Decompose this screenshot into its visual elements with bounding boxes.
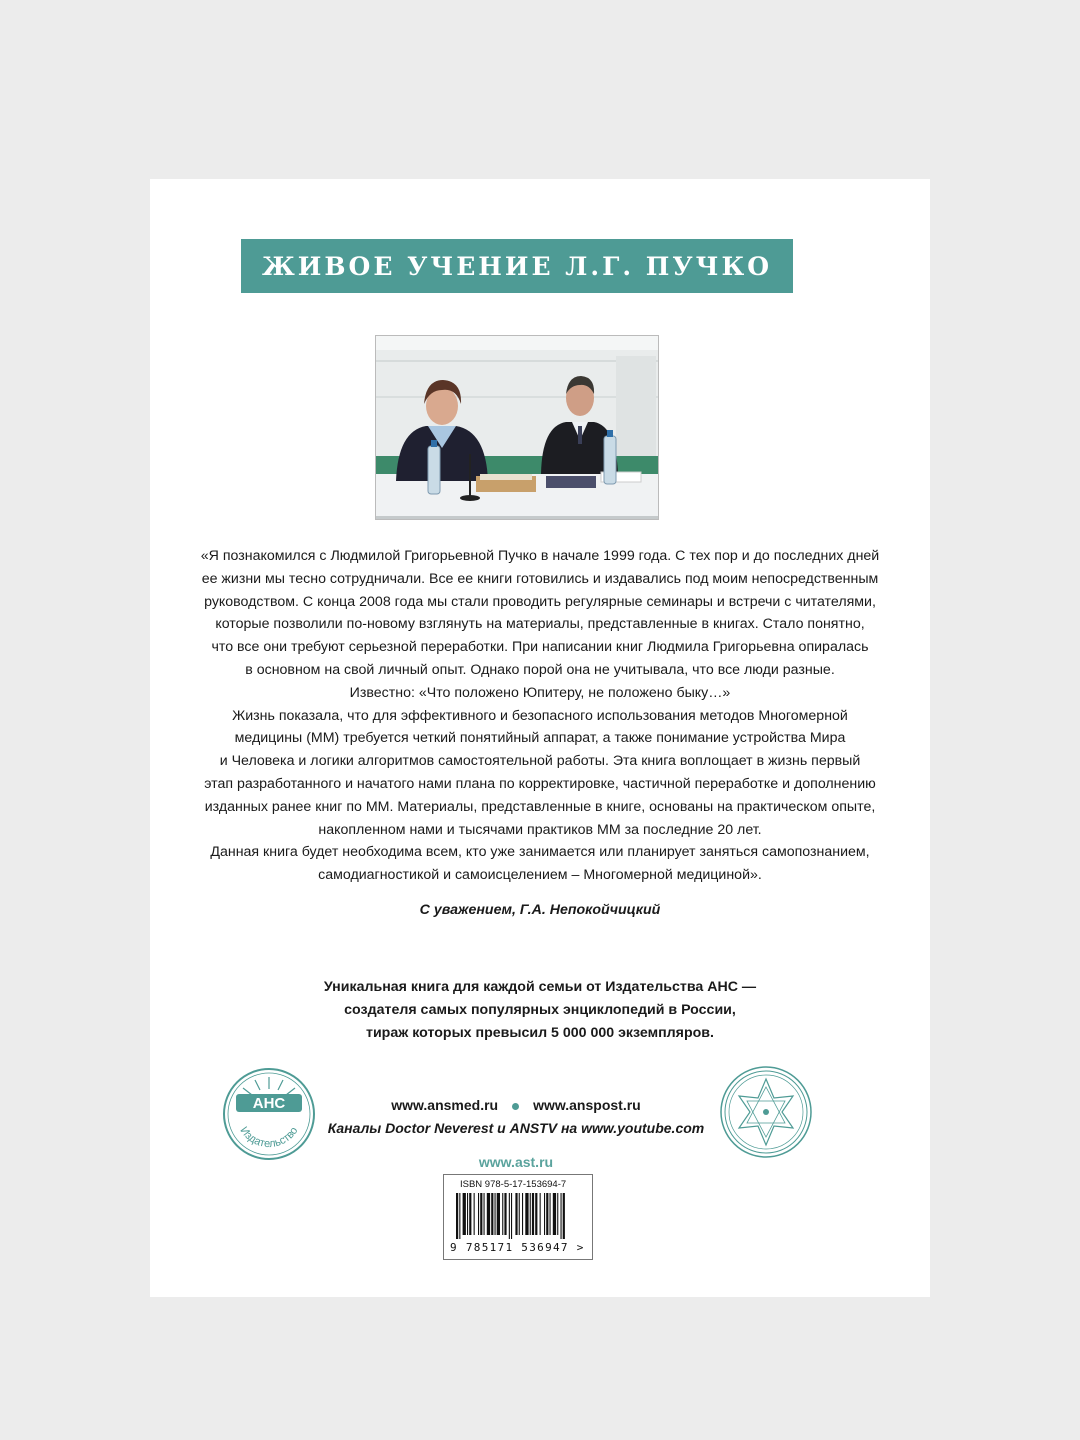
publisher-links — [300, 1097, 732, 1136]
barcode-bar — [553, 1193, 556, 1235]
quote-line: «Я познакомился с Людмилой Григорьевной Пучко в начале 1999 года. С тех пор и до последних дней — [200, 548, 880, 564]
barcode-bar — [535, 1193, 537, 1235]
book-back-cover — [150, 179, 930, 1297]
isbn-barcode — [443, 1174, 593, 1260]
promo-line: Уникальная книга для каждой семьи от Издательства АНС — — [323, 979, 757, 995]
barcode-bar — [456, 1193, 458, 1239]
svg-text:Издательство — [237, 1125, 300, 1150]
promo-line: тираж которых превысил 5 000 000 экземпляров. — [366, 1024, 714, 1041]
barcode-bar — [525, 1193, 528, 1235]
quote-line: руководством. С конца 2008 года мы стали проводить регулярные семинары и встречи с читателями, — [204, 593, 876, 610]
barcode-bar — [519, 1193, 520, 1235]
barcode-bar — [491, 1193, 493, 1235]
barcode-bar — [469, 1193, 471, 1235]
barcode-bar — [511, 1193, 512, 1239]
ast-link[interactable]: www.ast.ru — [478, 1154, 554, 1170]
barcode-bar — [544, 1193, 545, 1235]
barcode-bar — [484, 1193, 485, 1235]
barcode-bar — [487, 1193, 490, 1235]
quote-line: которые позволили по-новому взглянуть на материалы, представленные в книгах. Стало понятно, — [215, 616, 865, 633]
quote-line: изданных ранее книг по ММ. Материалы, представленные в книге, основаны на практическом опыте, — [204, 798, 876, 815]
bullet-dot-icon — [512, 1103, 519, 1110]
barcode-bar — [480, 1193, 482, 1235]
barcode-bar — [515, 1193, 517, 1235]
barcode-bar — [522, 1193, 523, 1235]
barcode-bar — [540, 1193, 541, 1235]
barcode-bar — [467, 1193, 468, 1235]
quote-line: этап разработанного и начатого нами плана по корректировке, частичной переработке и дополнению — [204, 775, 876, 792]
authors-photo — [375, 335, 659, 520]
barcode-bar — [563, 1193, 565, 1239]
quote-line: накопленном нами и тысячами практиков ММ за последние 20 лет. — [318, 821, 762, 838]
quote-line: Известно: «Что положено Юпитеру, не положено быку…» — [349, 684, 731, 701]
series-banner — [241, 239, 793, 293]
anspost-link[interactable]: www.anspost.ru — [533, 1097, 641, 1113]
barcode-bar — [459, 1193, 460, 1239]
series-title: ЖИВОЕ УЧЕНИЕ Л.Г. ПУЧКО — [262, 251, 772, 281]
barcode-bar — [550, 1193, 551, 1235]
ans-logo-arc-text: Издательство — [237, 1124, 301, 1151]
youtube-channels-text: Каналы Doctor Neverest и ANSTV на www.youtube.com — [327, 1120, 705, 1136]
barcode-bar — [504, 1193, 506, 1235]
quote-line: в основном на свой личный опыт. Однако порой она не учитывала, что все люди разные. — [245, 661, 835, 678]
barcode-bar — [546, 1193, 548, 1235]
ans-logo-wordmark: АНС — [252, 1095, 286, 1112]
publisher-promo — [150, 976, 930, 1044]
barcode-bar — [478, 1193, 479, 1235]
quote-line: Данная книга будет необходима всем, кто уже занимается или планирует заняться самопознанием, — [210, 844, 870, 861]
quote-line: самодиагностикой и самоисцелением – Многомерной медициной». — [318, 867, 762, 884]
quote-line: ее жизни мы тесно сотрудничали. Все ее книги готовились и издавались под моим непосредственным — [201, 570, 879, 587]
quote-signature: С уважением, Г.А. Непокойчицкий — [419, 902, 661, 918]
barcode-bar — [561, 1193, 562, 1239]
quote-line: медицины (ММ) требуется четкий понятийный аппарат, а также понимание устройства Мира — [234, 730, 846, 747]
barcode-bar — [509, 1193, 510, 1239]
foreword-quote — [172, 545, 908, 887]
barcode-bar — [557, 1193, 558, 1235]
quote-line: Жизнь показала, что для эффективного и безопасного использования методов Многомерной — [232, 707, 848, 724]
barcode-bar — [463, 1193, 466, 1235]
ansmed-link[interactable]: www.ansmed.ru — [391, 1097, 499, 1113]
barcode-bar — [502, 1193, 503, 1235]
barcode-bar — [474, 1193, 475, 1235]
quote-line: и Человека и логики алгоритмов самостоятельной работы. Эта книга воплощает в жизнь первый — [219, 753, 861, 770]
isbn-label: ISBN 978-5-17-153694-7 — [460, 1179, 567, 1190]
barcode-bar — [497, 1193, 500, 1235]
barcode-bar — [532, 1193, 534, 1235]
barcode-bars — [450, 1193, 586, 1239]
star-seal-logo — [719, 1065, 813, 1159]
promo-line: создателя самых популярных энциклопедий в России, — [344, 1001, 736, 1018]
barcode-bar — [495, 1193, 496, 1235]
isbn-digits: 9 785171 536947 > — [450, 1241, 585, 1254]
barcode-bar — [530, 1193, 531, 1235]
quote-line: что все они требуют серьезной переработки. При написании книг Людмила Григорьевна опиралась — [211, 639, 869, 656]
